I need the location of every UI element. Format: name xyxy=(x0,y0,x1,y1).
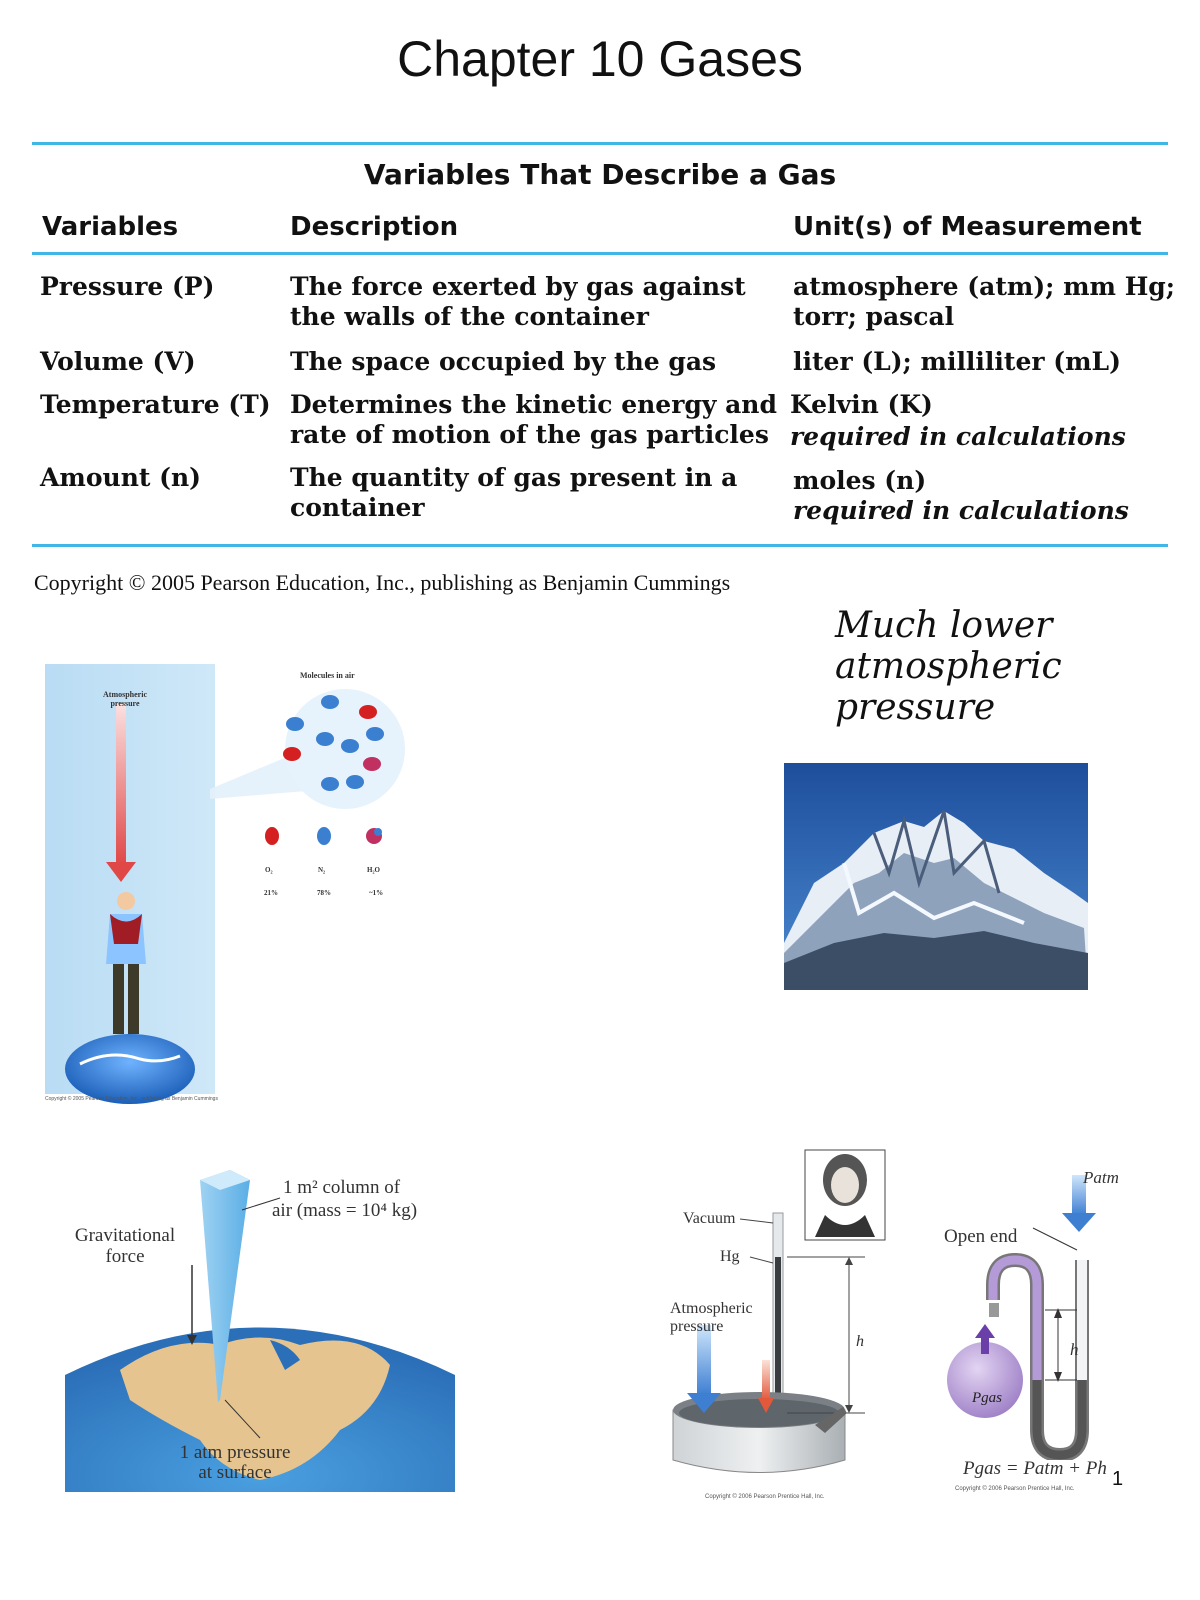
row-pressure-variable: Pressure (P) xyxy=(40,272,215,301)
air-molecule xyxy=(363,757,381,771)
air-molecule xyxy=(359,705,377,719)
air-molecule xyxy=(321,695,339,709)
atmosphere-figure xyxy=(40,664,420,1104)
column-label-line2: air (mass = 10⁴ kg) xyxy=(272,1200,418,1221)
gravity-label-line1: Gravitational xyxy=(74,1225,176,1246)
gas-o2-percent: 21% xyxy=(264,889,278,897)
gas-n2-percent: 78% xyxy=(317,889,331,897)
page-number: 1 xyxy=(1112,1468,1124,1490)
row-amount-description: The quantity of gas present in a container xyxy=(290,463,738,522)
row-amount-variable: Amount (n) xyxy=(40,463,201,492)
row-temperature-note: required in calculations xyxy=(790,422,1126,451)
manometer-equation: Pgas = Patm + Ph xyxy=(963,1458,1107,1479)
row-amount-note: required in calculations xyxy=(793,496,1129,525)
mountain-photo xyxy=(784,763,1088,990)
row-pressure-description: The force exerted by gas against the walls of the container xyxy=(290,272,746,331)
gravity-label-line2: force xyxy=(105,1246,145,1267)
open-end-label: Open end xyxy=(944,1226,1018,1247)
atmospheric-pressure-label: Atmospheric pressure xyxy=(103,690,147,708)
row-temperature-description: Determines the kinetic energy and rate of motion of the gas particles xyxy=(290,390,777,449)
pgas-label: Pgas xyxy=(972,1390,1002,1406)
row-volume-variable: Volume (V) xyxy=(40,347,196,376)
manometer-figure xyxy=(945,1160,1125,1460)
row-amount-units: moles (n) xyxy=(793,466,927,495)
page-title: Chapter 10 Gases xyxy=(397,31,803,87)
row-temperature-variable: Temperature (T) xyxy=(40,390,271,419)
air-molecule xyxy=(321,777,339,791)
manometer-copyright: Copyright © 2006 Pearson Prentice Hall, Inc. xyxy=(955,1486,1075,1492)
air-molecule xyxy=(316,732,334,746)
manometer-h-label: h xyxy=(1070,1340,1079,1359)
table-bottom-rule xyxy=(32,544,1168,547)
air-molecule xyxy=(341,739,359,753)
row-volume-units: liter (L); milliliter (mL) xyxy=(793,347,1121,376)
patm-label: Patm xyxy=(1083,1168,1119,1187)
atmospheric-label-line2: pressure xyxy=(670,1318,724,1335)
column-label-line1: 1 m² column of xyxy=(283,1177,401,1198)
air-molecule xyxy=(283,747,301,761)
atmospheric-label-line1: Atmospheric xyxy=(670,1300,753,1317)
gas-h2o-name: H₂O xyxy=(367,866,380,874)
table-header-rule xyxy=(32,252,1168,255)
gas-o2-name: O₂ xyxy=(265,866,273,874)
gas-h2o-percent: ~1% xyxy=(369,889,384,897)
row-volume-description: The space occupied by the gas xyxy=(290,347,717,376)
air-molecule xyxy=(346,775,364,789)
vacuum-label: Vacuum xyxy=(683,1210,736,1227)
barometer-h-label: h xyxy=(856,1333,864,1350)
hg-label: Hg xyxy=(720,1248,740,1265)
barometer-copyright: Copyright © 2006 Pearson Prentice Hall, Inc. xyxy=(705,1494,825,1500)
header-description: Description xyxy=(290,212,459,242)
header-units: Unit(s) of Measurement xyxy=(793,212,1142,242)
handwritten-note: Much lower atmospheric pressure xyxy=(835,605,1062,728)
table-title: Variables That Describe a Gas xyxy=(363,158,837,191)
atmosphere-copyright: Copyright © 2005 Pearson Education, Inc., publishing as Benjamin Cummings xyxy=(45,1096,218,1102)
gas-n2-name: N₂ xyxy=(318,866,326,874)
row-temperature-units: Kelvin (K) xyxy=(790,390,933,419)
air-molecule xyxy=(366,727,384,741)
header-variables: Variables xyxy=(42,212,179,242)
row-pressure-units: atmosphere (atm); mm Hg; torr; pascal xyxy=(793,272,1176,331)
surface-label-line2: at surface xyxy=(198,1462,272,1483)
table-top-rule xyxy=(32,142,1168,145)
table-copyright: Copyright © 2005 Pearson Education, Inc., publishing as Benjamin Cummings xyxy=(34,570,731,595)
surface-label-line1: 1 atm pressure xyxy=(179,1442,291,1463)
air-molecule xyxy=(286,717,304,731)
molecules-in-air-label: Molecules in air xyxy=(300,671,355,680)
